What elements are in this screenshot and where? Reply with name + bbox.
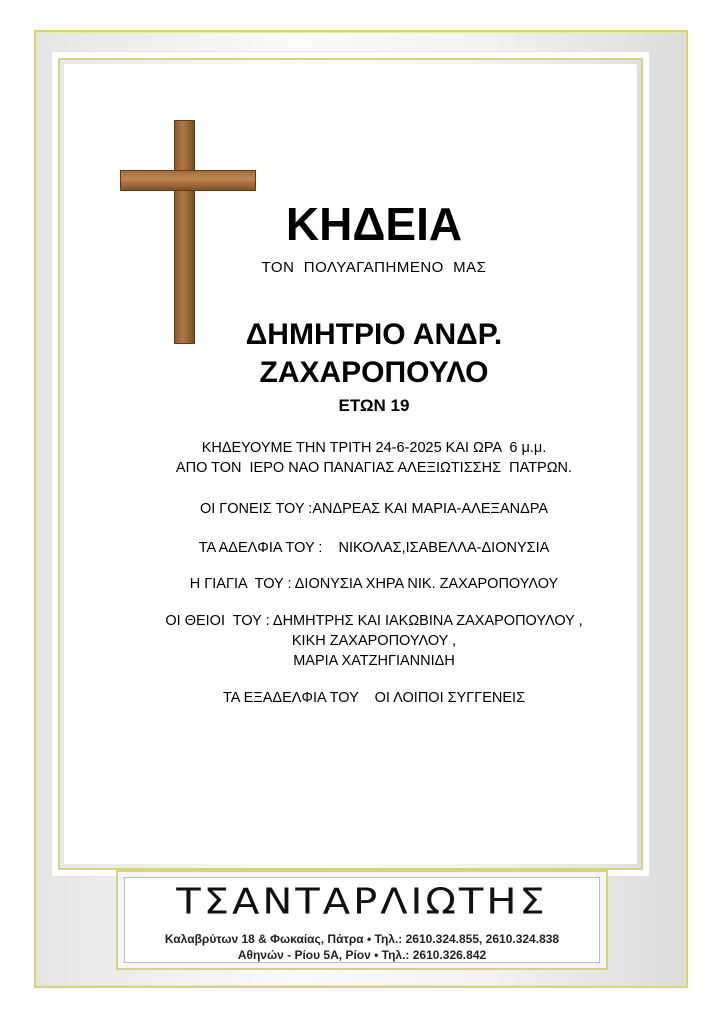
deceased-name-line2: ΖΑΧΑΡΟΠΟΥΛΟ: [259, 356, 489, 389]
deceased-age: ΕΤΩΝ 19: [338, 396, 410, 415]
notice-title: ΚΗΔΕΙΑ: [285, 198, 463, 250]
grandmother-line: Η ΓΙΑΓΙΑ ΤΟΥ : ΔΙΟΝΥΣΙΑ ΧΗΡΑ ΝΙΚ. ΖΑΧΑΡΟΠΟΥΛΟΥ: [189, 576, 559, 592]
funeral-home-logo: ΤΣΑΝΤΑΡΛΙΩΤΗΣ: [176, 881, 548, 923]
deceased-name-line1: ΔΗΜΗΤΡΙΟ ΑΝΔΡ.: [245, 318, 503, 351]
uncles-line: ΟΙ ΘΕΙΟΙ ΤΟΥ : ΔΗΜΗΤΡΗΣ ΚΑΙ ΙΑΚΩΒΙΝΑ ΖΑΧΑΡΟΠΟΥΛΟΥ ,: [165, 613, 583, 629]
funeral-home-address-1: Καλαβρύτων 18 & Φωκαίας, Πάτρα • Τηλ.: 2610.324.855, 2610.324.838: [164, 932, 560, 946]
notice-subtitle: ΤΟΝ ΠΟΛΥΑΓΑΠΗΜΕΝΟ ΜΑΣ: [261, 259, 487, 276]
cross-horizontal-beam: [120, 170, 256, 191]
parents-line: ΟΙ ΓΟΝΕΙΣ ΤΟΥ :ΑΝΔΡΕΑΣ ΚΑΙ ΜΑΡΙΑ-ΑΛΕΞΑΝΔΡΑ: [199, 501, 549, 517]
funeral-date-line: ΚΗΔΕΥΟΥΜΕ ΤΗΝ ΤΡΙΤΗ 24-6-2025 ΚΑΙ ΩΡΑ 6 μ.μ.: [201, 440, 547, 456]
funeral-church-line: ΑΠΟ ΤΟΝ ΙΕΡΟ ΝΑΟ ΠΑΝΑΓΙΑΣ ΑΛΕΞΙΩΤΙΣΣΗΣ ΠΑΤΡΩΝ.: [175, 460, 573, 476]
uncles-line-2: ΚΙΚΗ ΖΑΧΑΡΟΠΟΥΛΟΥ ,: [291, 633, 457, 649]
uncles-line-3: ΜΑΡΙΑ ΧΑΤΖΗΓΙΑΝΝΙΔΗ: [293, 653, 455, 669]
funeral-home-address-2: Αθηνών - Ρίου 5Α, Ρίον • Τηλ.: 2610.326.842: [237, 948, 487, 962]
siblings-line: ΤΑ ΑΔΕΛΦΙΑ ΤΟΥ : ΝΙΚΟΛΑΣ,ΙΣΑΒΕΛΛΑ-ΔΙΟΝΥΣΙΑ: [198, 540, 550, 556]
cousins-relatives-line: ΤΑ ΕΞΑΔΕΛΦΙΑ ΤΟΥ ΟΙ ΛΟΙΠΟΙ ΣΥΓΓΕΝΕΙΣ: [222, 690, 526, 706]
